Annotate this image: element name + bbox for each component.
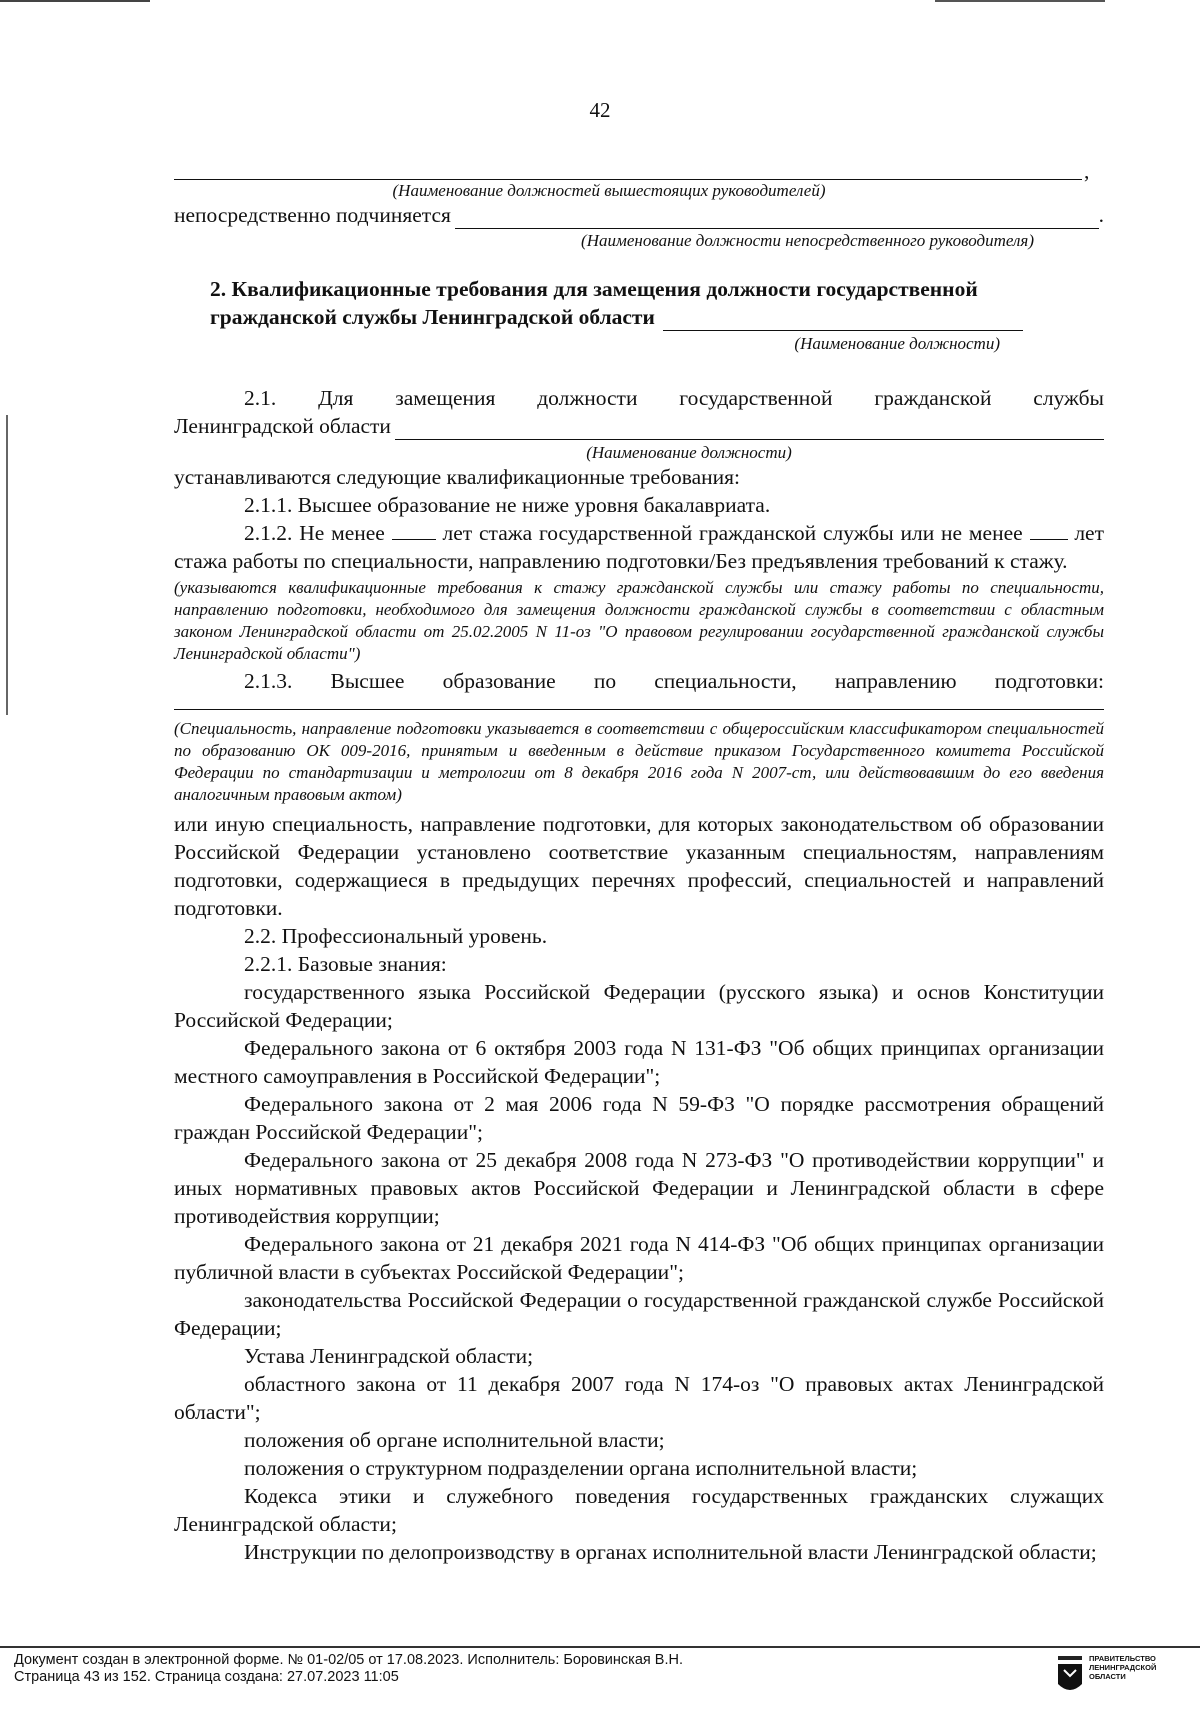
- p-2-1-2-blank2: [1030, 521, 1068, 540]
- section-2-heading-line1: 2. Квалификационные требования для замещения должности государственной: [210, 277, 978, 301]
- p-2-2: 2.2. Профессиональный уровень.: [244, 924, 548, 948]
- subordinate-dot: .: [1098, 203, 1104, 227]
- logo-line1: ПРАВИТЕЛЬСТВО: [1089, 1654, 1156, 1663]
- government-logo: [1056, 1654, 1196, 1698]
- note-experience: (указываются квалификационные требования к стажу гражданской службы или стажу работы по специальности, направлению подготовки, необходимого для замещения должности гражданской службы в соответствии с областным законом Ленинградской области от 25.02.2005 N 11-оз "О правовом регулировании государственной гражданской службы Ленинградской области"): [174, 578, 1104, 663]
- section-2-heading: [174, 275, 1104, 331]
- note-specialty: (Специальность, направление подготовки указывается в соответствии с общероссийским классификатором специальностей по образованию ОК 009-2016, принятым и введенным в действие приказом Государственного комитета Российской Федерации по стандартизации и метрологии от 8 декабря 2016 года N 2007-ст, или действовавшим до его введения аналогичным правовым актом): [174, 719, 1104, 804]
- footer-line1: Документ создан в электронной форме. № 01-02/05 от 17.08.2023. Исполнитель: Боровинская В.Н.: [14, 1652, 683, 1668]
- p-2-1-caption: (Наименование должности): [586, 443, 792, 462]
- knowledge-item: положения о структурном подразделении органа исполнительной власти;: [244, 1456, 918, 1480]
- p-2-2-1: 2.2.1. Базовые знания:: [244, 952, 447, 976]
- supervisor-caption: (Наименование должности непосредственного руководителя): [581, 231, 1034, 250]
- specialty-blank: [174, 695, 1104, 710]
- section-2-heading-line2: гражданской службы Ленинградской области: [210, 305, 655, 329]
- subordinate-line: [174, 201, 1104, 229]
- superior-comma: ,: [1084, 159, 1090, 183]
- p-2-1-2-part1: 2.1.2. Не менее: [244, 521, 385, 545]
- knowledge-item: Инструкции по делопроизводству в органах исполнительной власти Ленинградской области;: [244, 1540, 1097, 1564]
- p-2-1-2: [174, 519, 1104, 575]
- logo-line3: ОБЛАСТИ: [1089, 1672, 1126, 1681]
- knowledge-item: Федерального закона от 6 октября 2003 года N 131-ФЗ "Об общих принципах организации местного самоуправления в Российской Федерации";: [174, 1036, 1104, 1088]
- knowledge-item: Устава Ленинградской области;: [244, 1344, 534, 1368]
- page-number: 42: [589, 98, 611, 122]
- knowledge-item: государственного языка Российской Федерации (русского языка) и основ Конституции Российской Федерации;: [174, 980, 1104, 1032]
- supervisor-blank: [455, 208, 1099, 229]
- knowledge-item: Федерального закона от 2 мая 2006 года N 59-ФЗ "О порядке рассмотрения обращений граждан Российской Федерации";: [174, 1092, 1104, 1144]
- p-2-1-2-part2: лет стажа государственной гражданской службы или не менее: [442, 521, 1023, 545]
- p-2-1-line2: [174, 412, 1104, 440]
- p-other-specialty: или иную специальность, направление подготовки, для которых законодательством об образовании Российской Федерации установлено соответствие указанным специальностям, направлениям подготовки, содержащиеся в предыдущих перечнях профессий, специальностей и направлений подготовки.: [174, 812, 1104, 920]
- subordinate-label: непосредственно подчиняется: [174, 203, 451, 227]
- p-2-1-line3: устанавливаются следующие квалификационные требования:: [174, 465, 741, 489]
- knowledge-item: Федерального закона от 21 декабря 2021 года N 414-ФЗ "Об общих принципах организации публичной власти в субъектах Российской Федерации";: [174, 1232, 1104, 1284]
- footer-rule: [0, 1646, 1200, 1648]
- section-2-position-blank: [663, 310, 1023, 331]
- superior-caption: (Наименование должностей вышестоящих руководителей): [392, 181, 826, 200]
- knowledge-item: областного закона от 11 декабря 2007 года N 174-оз "О правовых актах Ленинградской области";: [174, 1372, 1104, 1424]
- logo-line2: ЛЕНИНГРАДСКОЙ: [1089, 1663, 1157, 1672]
- scan-artifact-left-edge: [6, 415, 8, 715]
- knowledge-item: положения об органе исполнительной власти;: [244, 1428, 665, 1452]
- p-2-1-line1: 2.1. Для замещения должности государственной гражданской службы: [244, 386, 1104, 410]
- p-2-1-3: 2.1.3. Высшее образование по специальности, направлению подготовки:: [244, 669, 1104, 693]
- p-2-1-1: 2.1.1. Высшее образование не ниже уровня бакалавриата.: [244, 493, 771, 517]
- p-2-1-line2-text: Ленинградской области: [174, 414, 391, 438]
- knowledge-item: законодательства Российской Федерации о государственной гражданской службе Российской Федерации;: [174, 1288, 1104, 1340]
- knowledge-list: [174, 978, 1104, 1566]
- p-2-1-2-blank1: [392, 521, 436, 540]
- scan-artifact-top-right: [935, 0, 1105, 2]
- p-2-1-position-blank: [395, 419, 1104, 440]
- document-body: [174, 159, 1104, 1566]
- knowledge-item: Федерального закона от 25 декабря 2008 года N 273-ФЗ "О противодействии коррупции" и иных нормативных правовых актов Российской Федерации и Ленинградской области в сфере противодействия коррупции;: [174, 1148, 1104, 1228]
- scan-artifact-top-left: [0, 0, 150, 2]
- superior-positions-blank: [174, 159, 1104, 183]
- knowledge-item: Кодекса этики и служебного поведения государственных гражданских служащих Ленинградской области;: [174, 1484, 1104, 1536]
- p-2-1-2-part3: лет стажа работы по специальности, направлению подготовки/Без предъявления требований к стажу.: [174, 521, 1104, 573]
- section-2-position-caption: (Наименование должности): [794, 334, 1000, 353]
- footer: [14, 1652, 683, 1686]
- footer-line2: Страница 43 из 152. Страница создана: 27.07.2023 11:05: [14, 1669, 399, 1685]
